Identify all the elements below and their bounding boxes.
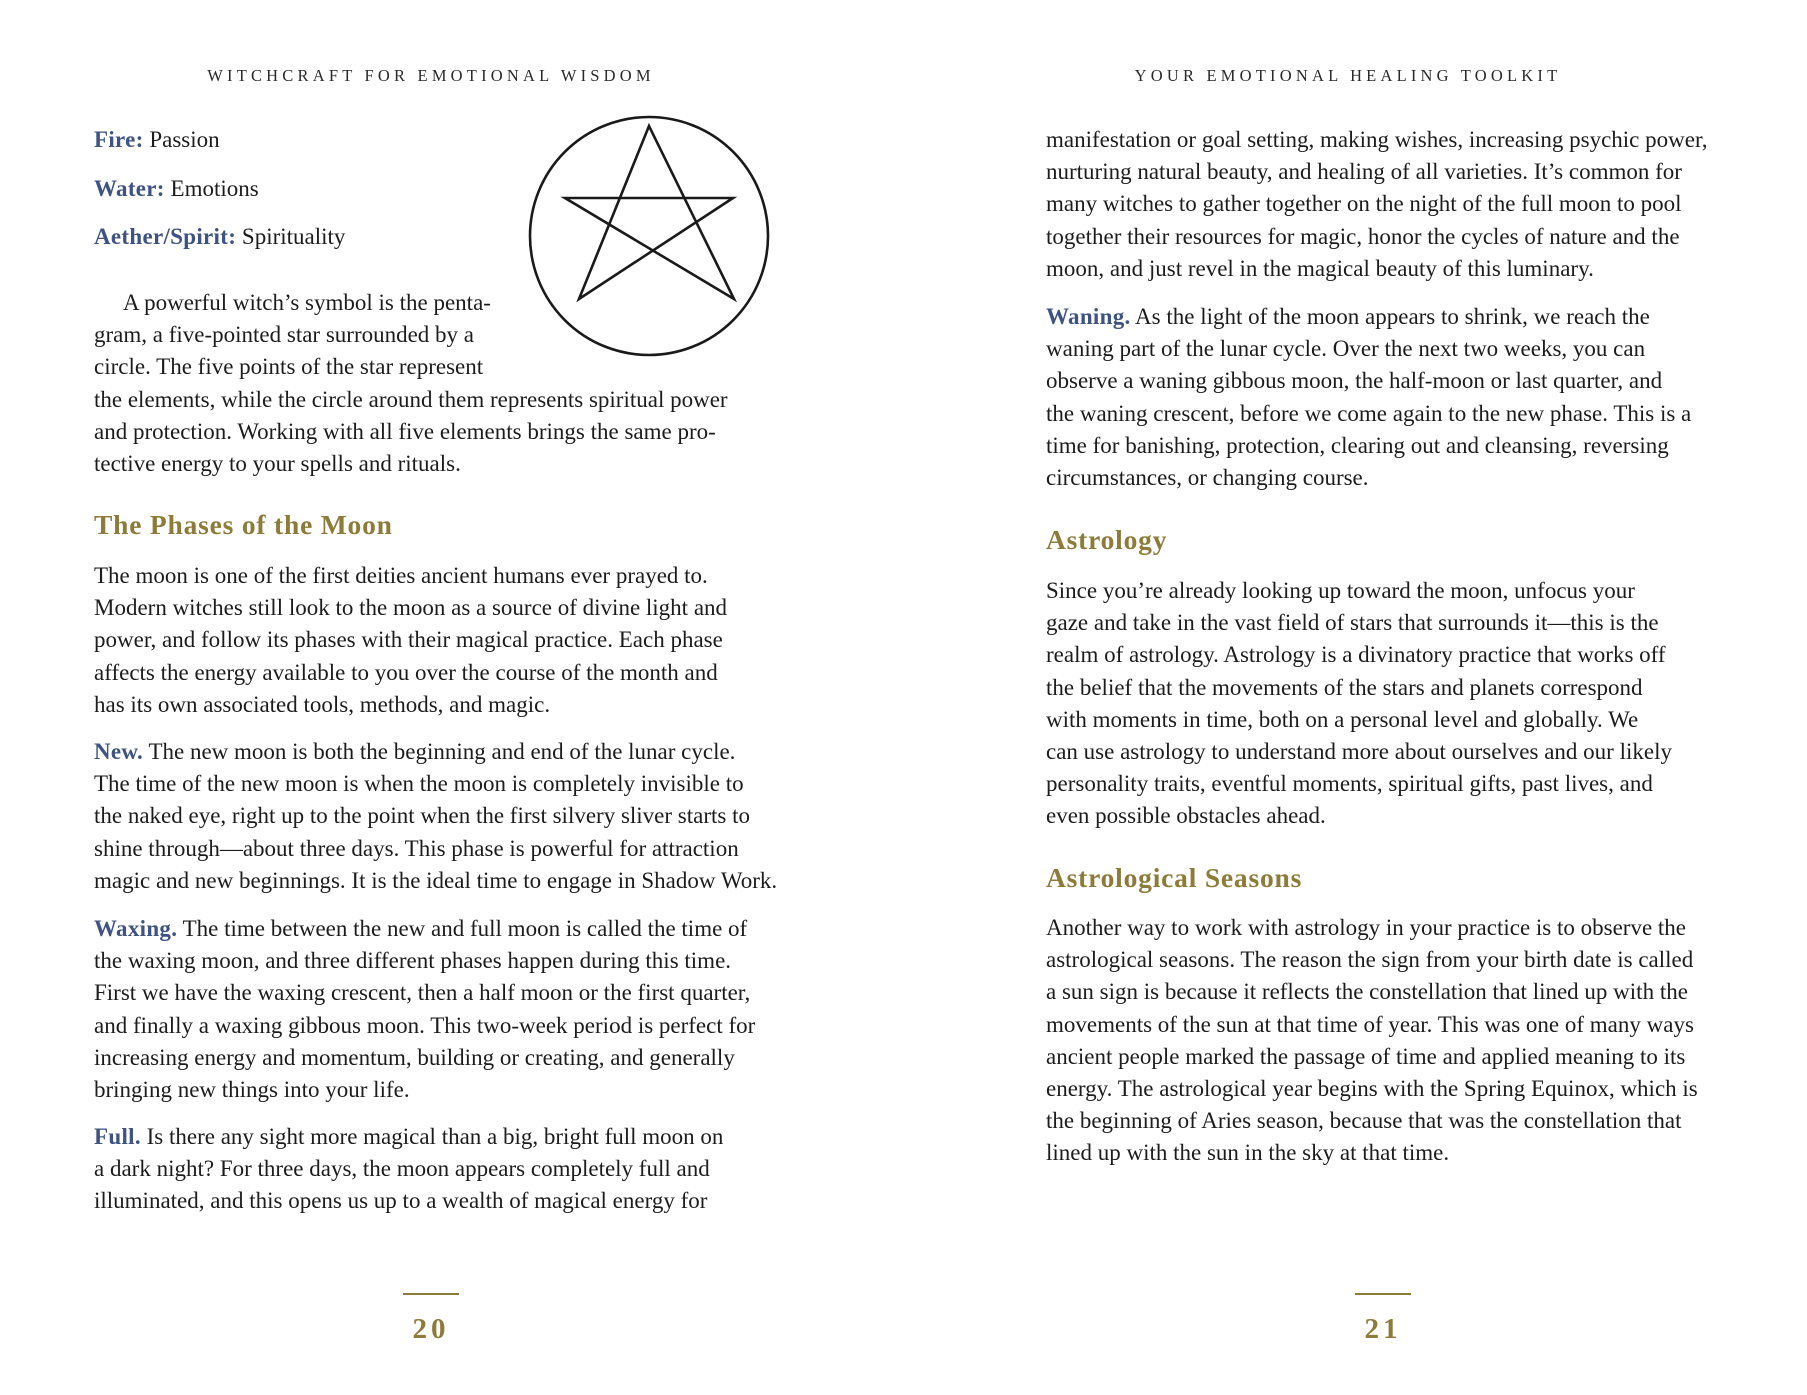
- paragraph-line: [1046, 301, 1736, 333]
- section-heading: Astrology: [1046, 524, 1168, 555]
- paragraph-line: The time of the new moon is when the moon is completely invisible to: [94, 771, 744, 797]
- folio-rule: [1355, 1293, 1411, 1295]
- paragraph-line: [94, 913, 784, 945]
- paragraph-line: observe a waning gibbous moon, the half-moon or last quarter, and: [1046, 368, 1663, 394]
- phase-term: Waning.: [1046, 304, 1131, 329]
- paragraph-line: the belief that the movements of the stars and planets correspond: [1046, 674, 1643, 700]
- paragraph-line: Modern witches still look to the moon as a source of divine light and: [94, 595, 728, 621]
- paragraph-line: waning part of the lunar cycle. Over the next two weeks, you can: [1046, 336, 1646, 362]
- left-page: [0, 0, 903, 1395]
- paragraph-line: the waxing moon, and three different phases happen during this time.: [94, 948, 732, 974]
- paragraph-line: energy. The astrological year begins with the Spring Equinox, which is: [1046, 1076, 1698, 1102]
- page-number: 20: [412, 1313, 450, 1345]
- paragraph-line: affects the energy available to you over the course of the month and: [94, 659, 718, 685]
- section-heading: The Phases of the Moon: [94, 509, 393, 540]
- paragraph-line: circumstances, or changing course.: [1046, 465, 1369, 491]
- folio-rule: [403, 1293, 459, 1295]
- paragraph-line: movements of the sun at that time of year. This was one of many ways: [1046, 1011, 1694, 1037]
- paragraph-line: illuminated, and this opens us up to a wealth of magical energy for: [94, 1188, 708, 1214]
- paragraph-line: with moments in time, both on a personal level and globally. We: [1046, 706, 1639, 732]
- new-moon-paragraph: [94, 736, 784, 897]
- element-term: Water:: [94, 175, 165, 201]
- seasons-paragraph: [1046, 912, 1736, 1170]
- paragraph-line: bringing new things into your life.: [94, 1077, 410, 1103]
- running-head-left: WITCHCRAFT FOR EMOTIONAL WISDOM: [207, 66, 655, 85]
- element-term: Fire:: [94, 127, 144, 152]
- element-value: Passion: [149, 127, 220, 152]
- paragraph-line: gaze and take in the vast field of stars that surrounds it—this is the: [1046, 610, 1659, 636]
- paragraph-line: moon, and just revel in the magical beauty of this luminary.: [1046, 255, 1594, 281]
- paragraph-line: tective energy to your spells and rituals.: [94, 451, 461, 477]
- section-heading: Astrological Seasons: [1046, 862, 1303, 893]
- phase-term: Waxing.: [94, 916, 178, 941]
- paragraph-line: The moon is one of the first deities ancient humans ever prayed to.: [94, 563, 708, 588]
- paragraph-line: nurturing natural beauty, and healing of all varieties. It’s common for: [1046, 159, 1682, 185]
- paragraph-line: Since you’re already looking up toward the moon, unfocus your: [1046, 578, 1635, 603]
- paragraph-line: shine through—about three days. This phase is powerful for attraction: [94, 835, 739, 861]
- paragraph-line: realm of astrology. Astrology is a divinatory practice that works off: [1046, 642, 1666, 668]
- right-page: [903, 0, 1807, 1395]
- paragraph-line: [94, 736, 784, 768]
- astrology-paragraph: [1046, 575, 1736, 833]
- pentagram-paragraph: [94, 287, 784, 480]
- waning-moon-paragraph: [1046, 301, 1736, 494]
- paragraph-line: ancient people marked the passage of time and applied meaning to its: [1046, 1043, 1686, 1069]
- paragraph-line: power, and follow its phases with their magical practice. Each phase: [94, 627, 723, 653]
- paragraph-line: lined up with the sun in the sky at that time.: [1046, 1140, 1450, 1166]
- paragraph-line: circle. The five points of the star represent: [94, 354, 484, 380]
- paragraph-line: the elements, while the circle around them represents spiritual power: [94, 386, 728, 412]
- paragraph-line: and protection. Working with all five elements brings the same pro-: [94, 418, 716, 444]
- paragraph-line: A powerful witch’s symbol is the penta-: [123, 290, 491, 315]
- paragraph-line: a dark night? For three days, the moon appears completely full and: [94, 1156, 710, 1182]
- paragraph-line: many witches to gather together on the night of the full moon to pool: [1046, 191, 1682, 217]
- phase-term: Full.: [94, 1124, 141, 1149]
- paragraph-line: the waning crescent, before we come again to the new phase. This is a: [1046, 400, 1692, 426]
- paragraph-line: can use astrology to understand more about ourselves and our likely: [1046, 739, 1672, 765]
- element-value: Emotions: [170, 175, 259, 201]
- paragraph-line: the beginning of Aries season, because that was the constellation that: [1046, 1108, 1682, 1134]
- element-term: Aether/Spirit:: [94, 224, 237, 249]
- paragraph-line: First we have the waxing crescent, then a half moon or the first quarter,: [94, 980, 751, 1006]
- paragraph-line: even possible obstacles ahead.: [1046, 803, 1326, 829]
- paragraph-line: increasing energy and momentum, building or creating, and generally: [94, 1044, 735, 1070]
- paragraph-line: and finally a waxing gibbous moon. This two-week period is perfect for: [94, 1012, 756, 1038]
- phase-term: New.: [94, 739, 144, 764]
- paragraph-line: astrological seasons. The reason the sign from your birth date is called: [1046, 947, 1694, 973]
- paragraph-line: personality traits, eventful moments, spiritual gifts, past lives, and: [1046, 771, 1653, 797]
- paragraph-line: gram, a five-pointed star surrounded by a: [94, 322, 475, 348]
- page-number: 21: [1364, 1313, 1402, 1345]
- paragraph-line: has its own associated tools, methods, and magic.: [94, 691, 551, 717]
- paragraph-line: [94, 1121, 784, 1153]
- paragraph-line: manifestation or goal setting, making wishes, increasing psychic power,: [1046, 127, 1708, 152]
- continued-paragraph: [1046, 124, 1736, 285]
- moon-intro-paragraph: [94, 560, 784, 721]
- paragraph-line: together their resources for magic, honor the cycles of nature and the: [1046, 223, 1680, 249]
- full-moon-paragraph: [94, 1121, 784, 1218]
- waxing-moon-paragraph: [94, 913, 784, 1106]
- paragraph-line: magic and new beginnings. It is the ideal time to engage in Shadow Work.: [94, 867, 778, 893]
- paragraph-text: Is there any sight more magical than a big, bright full moon on: [146, 1124, 724, 1149]
- element-value: Spirituality: [241, 224, 346, 249]
- paragraph-line: the naked eye, right up to the point when the first silvery sliver starts to: [94, 803, 750, 829]
- paragraph-line: a sun sign is because it reflects the constellation that lined up with the: [1046, 979, 1688, 1005]
- paragraph-line: Another way to work with astrology in your practice is to observe the: [1046, 915, 1687, 940]
- paragraph-text: As the light of the moon appears to shrink, we reach the: [1135, 304, 1650, 329]
- paragraph-text: The new moon is both the beginning and end of the lunar cycle.: [148, 739, 736, 764]
- running-head-right: YOUR EMOTIONAL HEALING TOOLKIT: [1134, 66, 1562, 85]
- paragraph-text: The time between the new and full moon is called the time of: [182, 916, 748, 941]
- paragraph-line: time for banishing, protection, clearing out and cleansing, reversing: [1046, 432, 1669, 458]
